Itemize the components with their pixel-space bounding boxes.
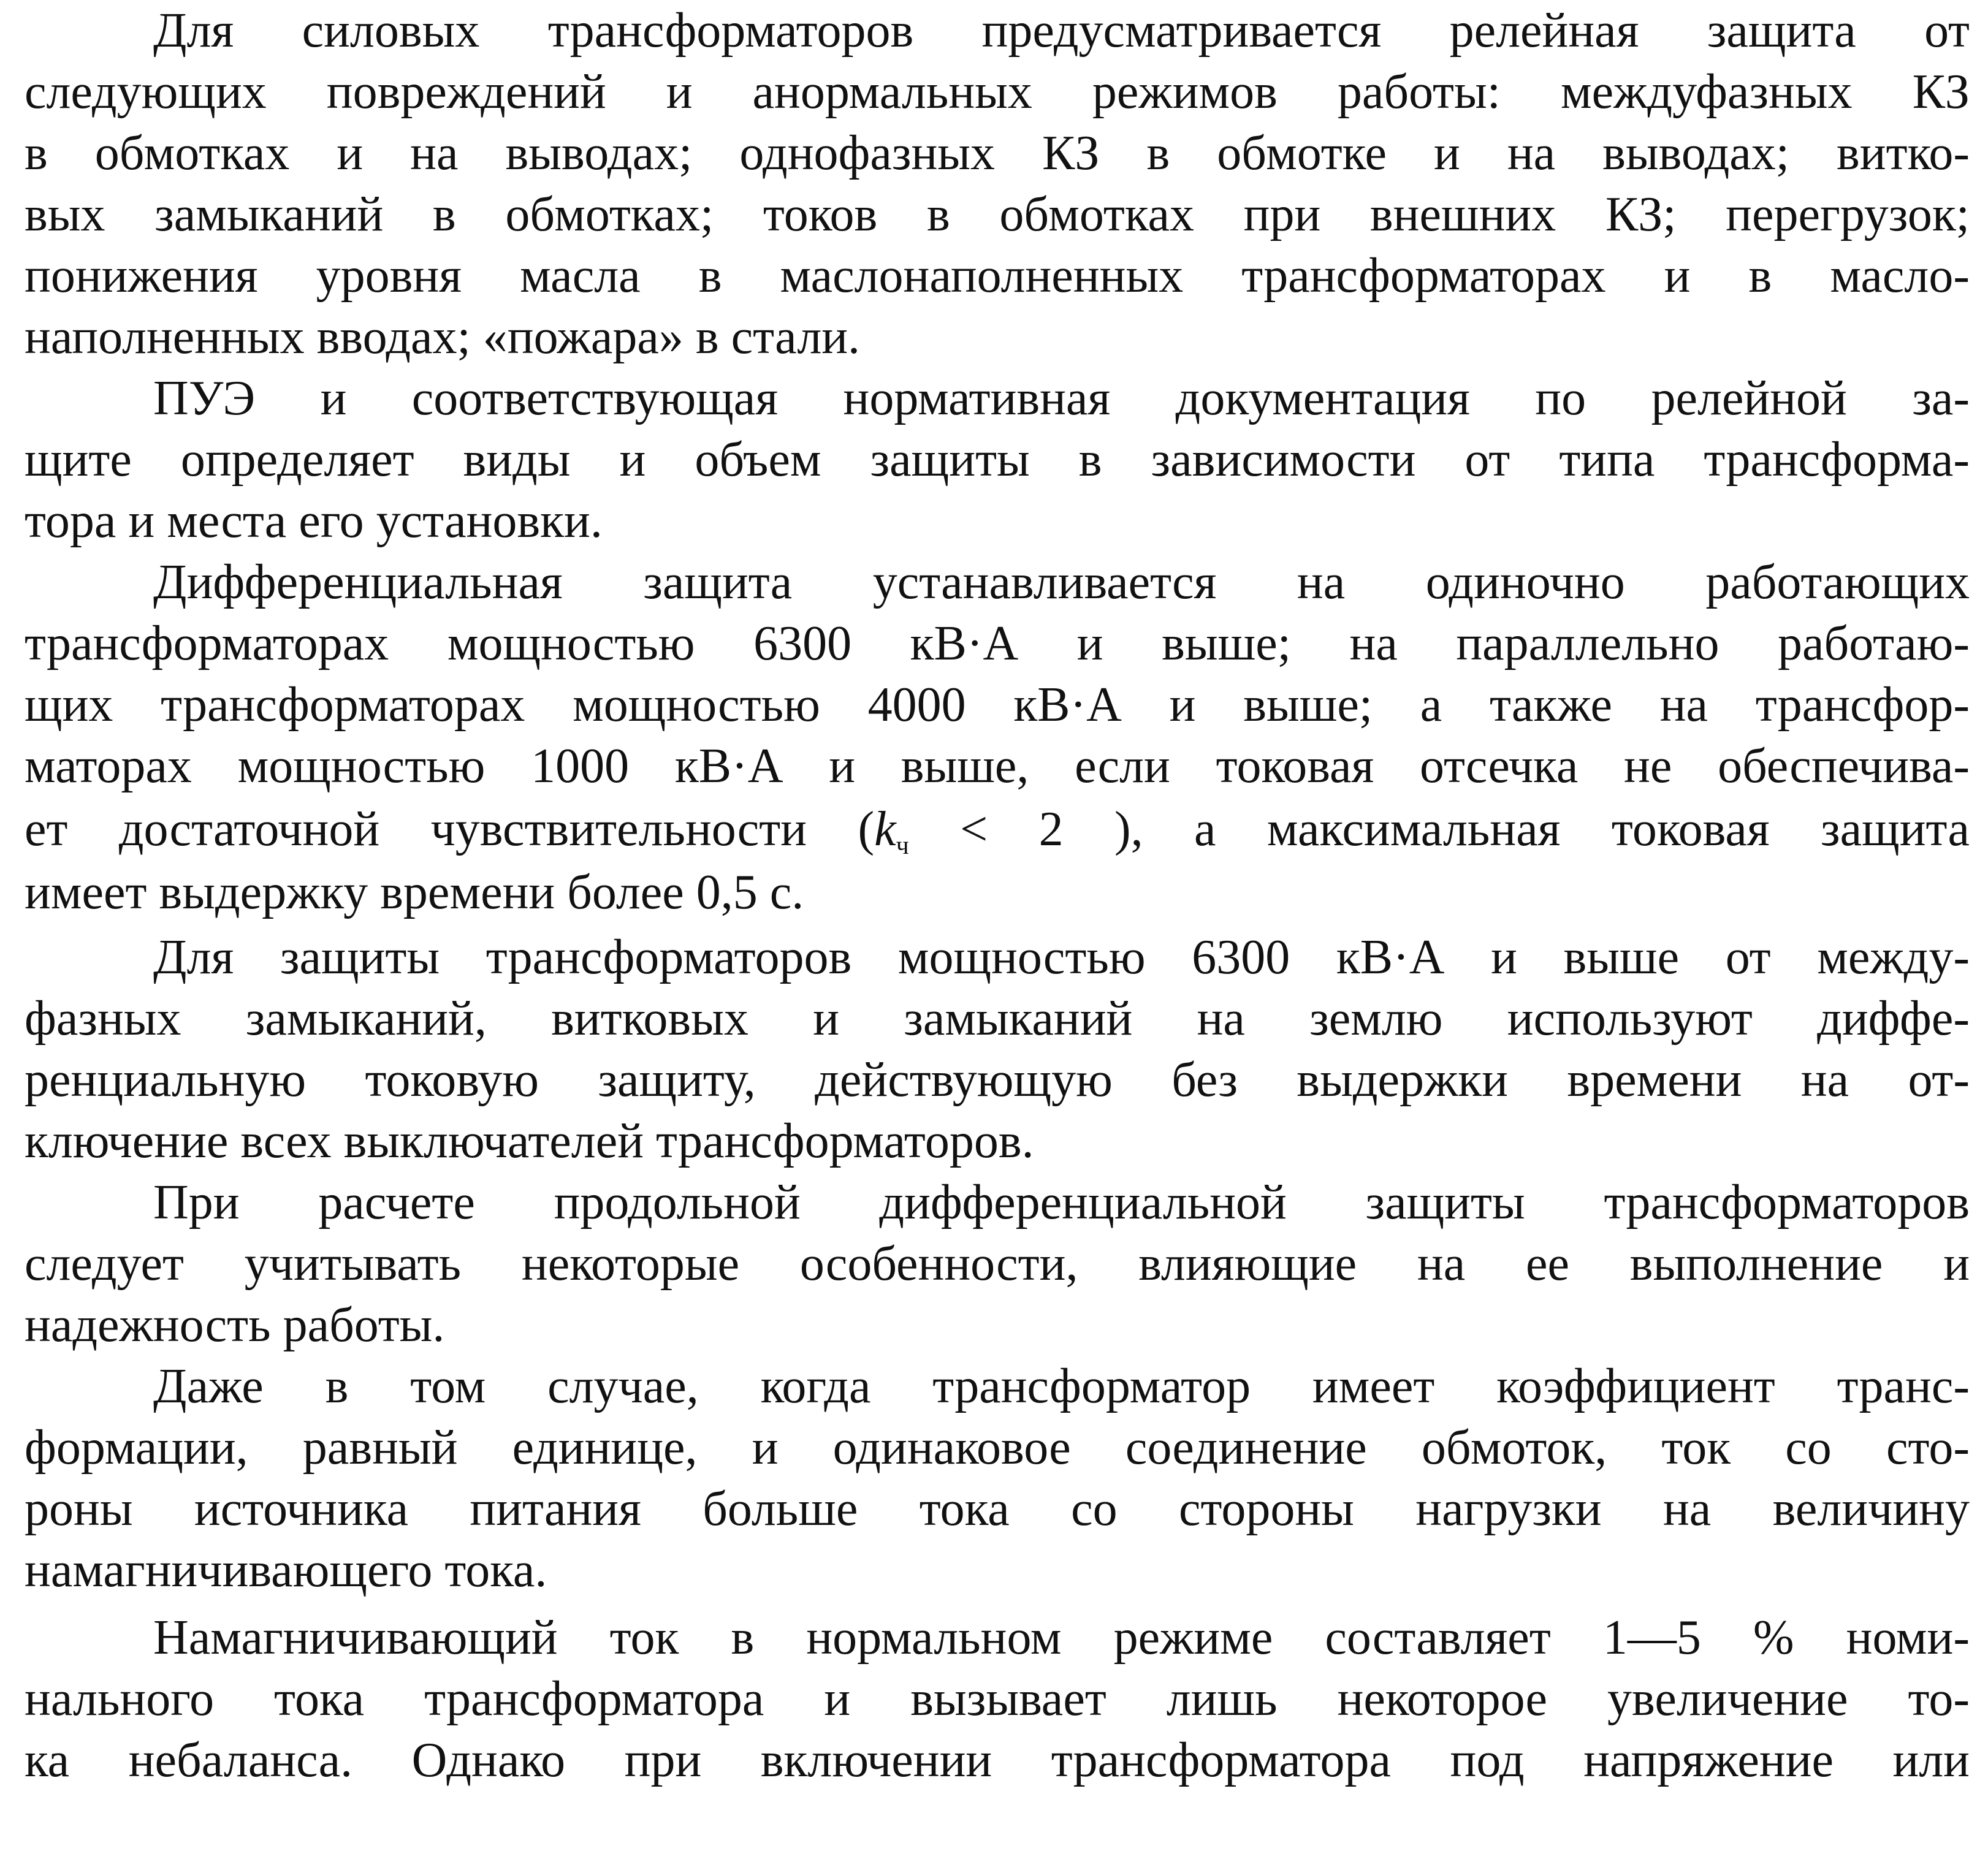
text-line: имеет выдержку времени более 0,5 с. — [25, 865, 804, 919]
text-line: вых замыканий в обмотках; токов в обмотках при внешних КЗ; перегрузок; — [25, 188, 1970, 241]
paragraph-5 — [25, 1172, 1970, 1356]
text-line: ка небаланса. Однако при включении трансформатора под напряжение или — [25, 1733, 1970, 1787]
formula-text-before: ет достаточной чувствительности ( — [25, 802, 875, 856]
text-line: фазных замыканий, витковых и замыканий на землю используют диффе- — [25, 992, 1970, 1046]
paragraph-6 — [25, 1356, 1970, 1601]
formula-operator: < 2 — [908, 802, 1115, 856]
text-line: ПУЭ и соответствующая нормативная документация по релейной за- — [153, 371, 1970, 425]
text-line: в обмотках и на выводах; однофазных КЗ в обмотке и на выводах; витко- — [25, 126, 1970, 180]
text-line: Для силовых трансформаторов предусматривается релейная защита от — [153, 4, 1970, 58]
text-line: Даже в том случае, когда трансформатор имеет коэффициент транс- — [153, 1359, 1970, 1413]
text-line: щих трансформаторах мощностью 4000 кВ·А и выше; а также на трансфор- — [25, 678, 1970, 732]
formula-line — [25, 797, 1970, 862]
text-line: нального тока трансформатора и вызывает лишь некоторое увеличение то- — [25, 1672, 1970, 1726]
paragraph-7 — [25, 1607, 1970, 1791]
text-line: тора и места его установки. — [25, 494, 603, 548]
text-line: следует учитывать некоторые особенности, влияющие на ее выполнение и — [25, 1237, 1970, 1291]
formula-variable: k — [874, 802, 896, 856]
text-line: ренциальную токовую защиту, действующую без выдержки времени на от- — [25, 1053, 1970, 1107]
text-line: Дифференциальная защита устанавливается на одиночно работающих — [153, 555, 1970, 609]
text-line: маторах мощностью 1000 кВ·А и выше, если токовая отсечка не обеспечива- — [25, 739, 1970, 793]
text-line: формации, равный единице, и одинаковое соединение обмоток, ток со сто- — [25, 1421, 1970, 1475]
text-line: Намагничивающий ток в нормальном режиме составляет 1—5 % номи- — [153, 1611, 1970, 1665]
formula-text-after: ), а максимальная токовая защита — [1114, 802, 1970, 856]
text-line: намагничивающего тока. — [25, 1543, 547, 1597]
paragraph-1 — [25, 0, 1970, 368]
paragraph-3 — [25, 552, 1970, 923]
text-line: трансформаторах мощностью 6300 кВ·А и выше; на параллельно работаю- — [25, 617, 1970, 671]
text-line: Для защиты трансформаторов мощностью 6300 кВ·А и выше от между- — [153, 930, 1970, 984]
paragraph-2 — [25, 368, 1970, 552]
text-line: понижения уровня масла в маслонаполненных трансформаторах и в масло- — [25, 249, 1970, 303]
text-line: При расчете продольной дифференциальной защиты трансформаторов — [153, 1176, 1970, 1230]
text-line: надежность работы. — [25, 1298, 445, 1352]
text-line: щите определяет виды и объем защиты в зависимости от типа трансформа- — [25, 433, 1970, 487]
text-line: следующих повреждений и анормальных режимов работы: междуфазных КЗ — [25, 65, 1970, 119]
text-line: наполненных вводах; «пожара» в стали. — [25, 310, 861, 364]
text-line: ключение всех выключателей трансформаторов. — [25, 1114, 1034, 1168]
formula-subscript: ч — [896, 832, 909, 860]
text-line: роны источника питания больше тока со стороны нагрузки на величину — [25, 1482, 1970, 1536]
paragraph-4 — [25, 927, 1970, 1172]
